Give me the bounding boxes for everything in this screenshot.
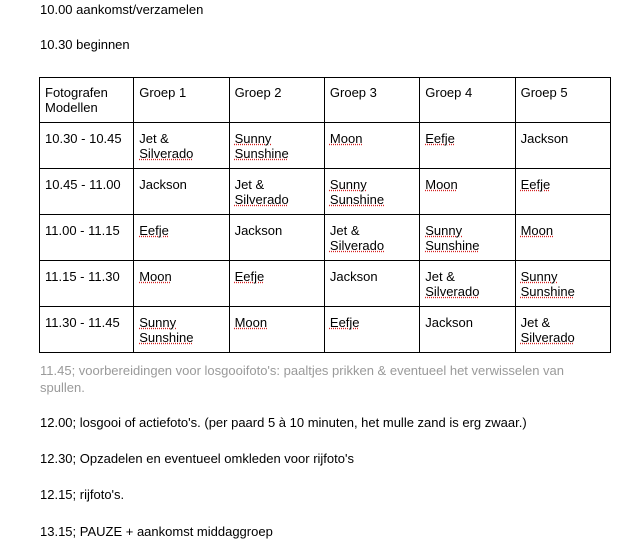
- model-cell: [324, 123, 419, 169]
- model-cell: [324, 169, 419, 215]
- model-cell: [515, 261, 610, 307]
- model-cell: [134, 215, 229, 261]
- model-name-line1: Sunny: [139, 315, 177, 330]
- model-name-line2: Sunshine: [425, 238, 480, 253]
- corner-header-line2: Modellen: [45, 100, 98, 115]
- group-header: Groep 5: [515, 78, 610, 123]
- model-cell: [229, 123, 324, 169]
- model-cell: [324, 261, 419, 307]
- model-cell: [420, 261, 515, 307]
- table-row: [40, 169, 611, 215]
- model-name-line1: Jackson: [425, 315, 473, 330]
- model-name-line1: Moon: [234, 315, 268, 330]
- model-cell: [229, 215, 324, 261]
- model-name-line1: Moon: [329, 131, 363, 146]
- model-name-line1: Sunny: [425, 223, 463, 238]
- table-header-row: [40, 78, 611, 123]
- table-row: [40, 123, 611, 169]
- model-cell: [134, 307, 229, 353]
- group-header: Groep 2: [229, 78, 324, 123]
- corner-header-line1: Fotografen: [45, 85, 108, 100]
- prep-line: 11.45; voorbereidingen voor losgooifoto's: paaltjes prikken & eventueel het verwisselen van spullen.: [40, 363, 565, 395]
- model-name-line1: Sunny: [234, 131, 272, 146]
- model-name-line2: Silverado: [329, 238, 385, 253]
- model-name-line1: Moon: [425, 177, 458, 192]
- table-row: [40, 307, 611, 353]
- model-name-line1: Jackson: [234, 223, 283, 238]
- model-name-line1: Sunny: [520, 269, 558, 284]
- table-row: [40, 215, 611, 261]
- model-name-line1: Jet &: [234, 177, 265, 192]
- action-photos-line: 12.00; losgooi of actiefoto's. (per paard 5 à 10 minuten, het mulle zand is erg zwaar.): [40, 415, 527, 430]
- model-name-line1: Eefje: [425, 131, 455, 146]
- model-name-line1: Eefje: [234, 269, 265, 284]
- model-name-line2: Silverado: [425, 284, 480, 299]
- group-header: Groep 4: [420, 78, 515, 123]
- model-name-line1: Moon: [520, 223, 554, 238]
- model-cell: [515, 307, 610, 353]
- model-cell: [229, 169, 324, 215]
- time-slot-cell: 10.30 - 10.45: [40, 123, 134, 169]
- time-slot-cell: 11.00 - 11.15: [40, 215, 134, 261]
- time-slot-cell: 10.45 - 11.00: [40, 169, 134, 215]
- start-line: 10.30 beginnen: [40, 37, 130, 52]
- model-name-line1: Jet &: [425, 269, 455, 284]
- saddle-up-line: 12.30; Opzadelen en eventueel omkleden voor rijfoto's: [40, 451, 354, 466]
- corner-header-cell: [40, 78, 134, 123]
- model-name-line1: Jackson: [329, 269, 378, 284]
- model-name-line1: Eefje: [520, 177, 551, 192]
- arrival-line: 10.00 aankomst/verzamelen: [40, 2, 204, 17]
- model-cell: [324, 215, 419, 261]
- table-row: [40, 261, 611, 307]
- model-cell: [324, 307, 419, 353]
- model-cell: [134, 169, 229, 215]
- model-name-line1: Jackson: [139, 177, 187, 192]
- model-name-line2: Silverado: [234, 192, 289, 207]
- model-cell: [420, 169, 515, 215]
- model-name-line1: Eefje: [139, 223, 169, 238]
- model-cell: [420, 123, 515, 169]
- model-name-line1: Sunny: [329, 177, 367, 192]
- model-cell: [229, 261, 324, 307]
- group-header: Groep 1: [134, 78, 229, 123]
- time-slot-cell: 11.30 - 11.45: [40, 307, 134, 353]
- model-name-line1: Jet &: [329, 223, 360, 238]
- model-name-line2: Sunshine: [139, 330, 194, 345]
- model-cell: [134, 261, 229, 307]
- model-name-line2: Sunshine: [234, 146, 289, 161]
- model-name-line2: Silverado: [139, 146, 194, 161]
- model-name-line1: Jet &: [520, 315, 551, 330]
- model-cell: [420, 215, 515, 261]
- model-name-line1: Jet &: [139, 131, 169, 146]
- model-cell: [515, 169, 610, 215]
- model-cell: [420, 307, 515, 353]
- model-cell: [515, 123, 610, 169]
- model-cell: [134, 123, 229, 169]
- model-name-line1: Moon: [139, 269, 172, 284]
- model-name-line2: Silverado: [520, 330, 575, 345]
- model-cell: [515, 215, 610, 261]
- model-name-line2: Sunshine: [329, 192, 385, 207]
- model-cell: [229, 307, 324, 353]
- time-slot-cell: 11.15 - 11.30: [40, 261, 134, 307]
- model-name-line1: Jackson: [520, 131, 569, 146]
- model-name-line1: Eefje: [329, 315, 360, 330]
- riding-photos-line: 12.15; rijfoto's.: [40, 487, 125, 502]
- schedule-table: [39, 77, 611, 353]
- pause-line: 13.15; PAUZE + aankomst middaggroep: [40, 524, 273, 539]
- group-header: Groep 3: [324, 78, 419, 123]
- model-name-line2: Sunshine: [520, 284, 575, 299]
